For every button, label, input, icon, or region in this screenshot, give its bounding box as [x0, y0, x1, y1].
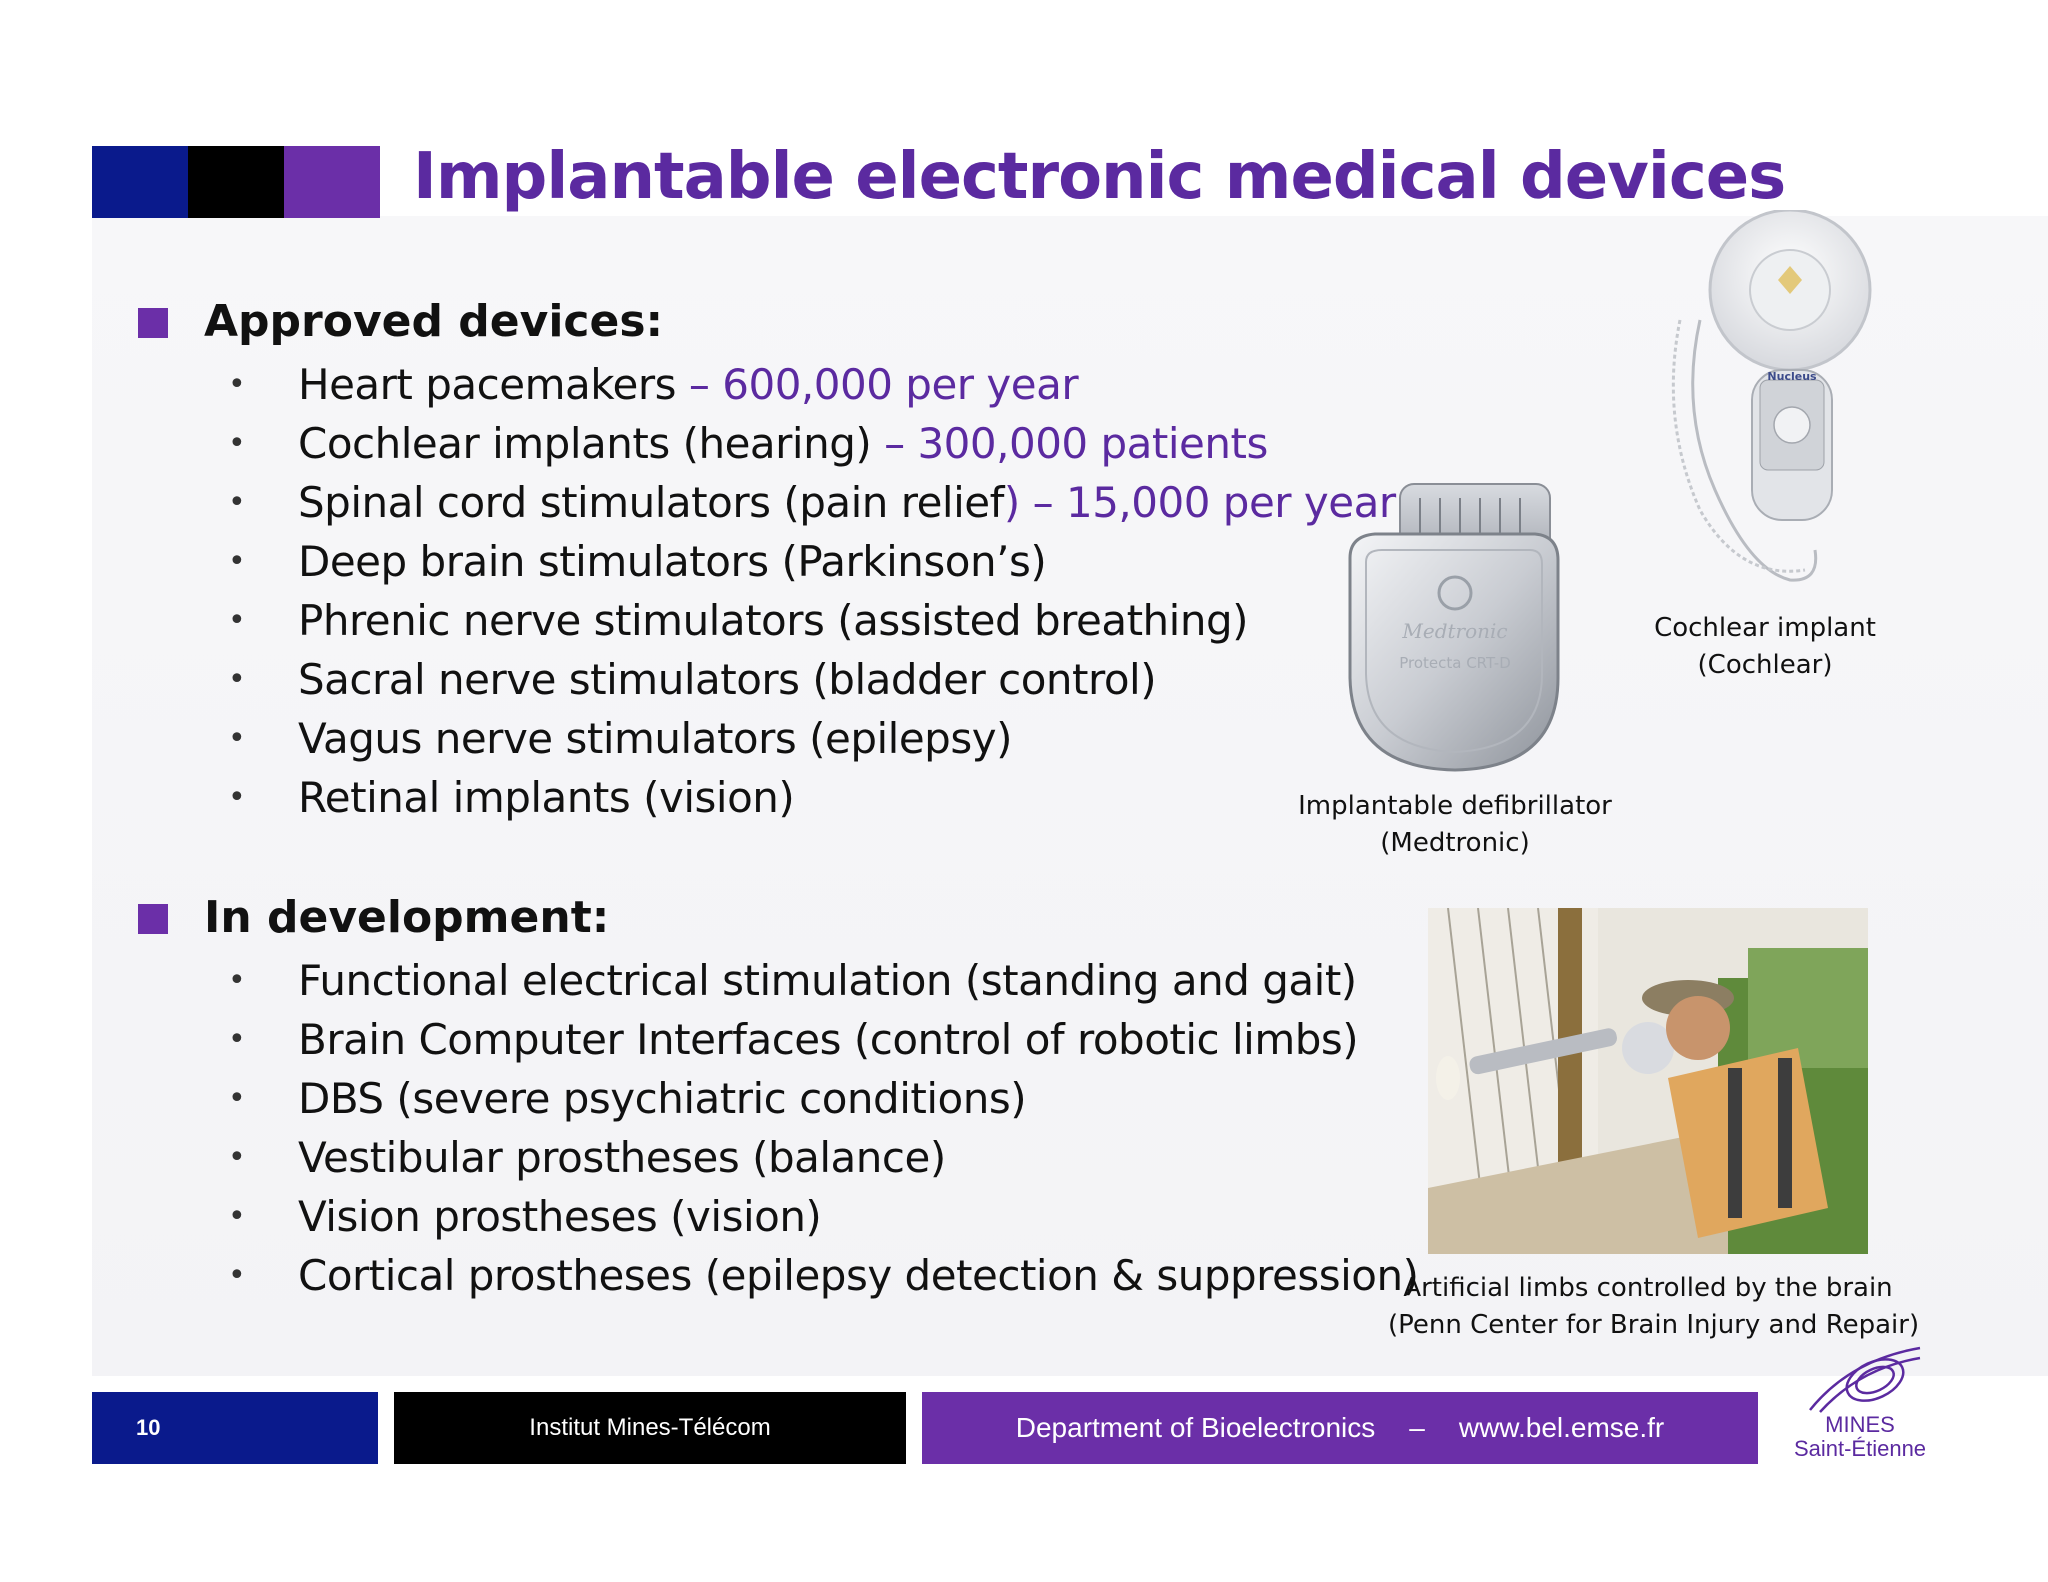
defibrillator-caption: [1270, 788, 1640, 862]
bullet-dot: •: [228, 963, 246, 998]
item-text: Retinal implants (vision): [298, 773, 795, 822]
item-text: Heart pacemakers: [298, 360, 677, 409]
approved-heading: Approved devices:: [204, 296, 664, 347]
artificial-limb-photo: [1428, 908, 1868, 1254]
caption-line: (Cochlear): [1697, 650, 1833, 680]
item-highlight: – 600,000 per year: [676, 360, 1079, 409]
bullet-dot: •: [228, 426, 246, 461]
item-text: Functional electrical stimulation (standing and gait): [298, 956, 1357, 1005]
item-text: Spinal cord stimulators (pain relief: [298, 478, 1004, 527]
bullet-dot: •: [228, 485, 246, 520]
item-text: Cochlear implants (hearing): [298, 419, 872, 468]
item-text: Deep brain stimulators (Parkinson’s): [298, 537, 1047, 586]
item-highlight: – 300,000 patients: [871, 419, 1268, 468]
item-text: Sacral nerve stimulators (bladder control): [298, 655, 1157, 704]
caption-line: (Penn Center for Brain Injury and Repair): [1388, 1310, 1920, 1340]
caption-line: (Medtronic): [1380, 828, 1530, 858]
defibrillator-brand-label: Medtronic: [1402, 619, 1508, 643]
bullet-dot: •: [228, 780, 246, 815]
bullet-dot: •: [228, 1199, 246, 1234]
bullet-dot: •: [228, 1081, 246, 1116]
institute-name: Institut Mines-Télécom: [529, 1414, 771, 1441]
development-heading: In development:: [204, 892, 610, 943]
item-text: Vestibular prostheses (balance): [298, 1133, 946, 1182]
department-website[interactable]: www.bel.emse.fr: [1458, 1412, 1665, 1443]
bullet-dot: •: [228, 544, 246, 579]
page-number: 10: [136, 1415, 161, 1440]
header-block-blue: [92, 146, 188, 218]
bullet-dot: •: [228, 721, 246, 756]
bullet-dot: •: [228, 1140, 246, 1175]
header-block-black: [188, 146, 284, 218]
caption-line: Cochlear implant: [1654, 613, 1876, 643]
logo-line2: Saint-Étienne: [1793, 1436, 1927, 1461]
cochlear-brand-label: Nucleus: [1767, 370, 1817, 383]
section-bullet-square: [138, 904, 168, 934]
item-text: Cortical prostheses (epilepsy detection & suppression): [298, 1251, 1419, 1300]
limb-caption: [1388, 1270, 1920, 1344]
defibrillator-image: [1330, 478, 1580, 778]
footer-department-box: [922, 1392, 1758, 1464]
logo-swirl-icon: [1780, 1340, 1940, 1420]
item-text: Phrenic nerve stimulators (assisted breathing): [298, 596, 1249, 645]
defibrillator-model-label: Protecta CRT-D: [1399, 654, 1511, 672]
item-text: Vision prostheses (vision): [298, 1192, 822, 1241]
bullet-dot: •: [228, 1258, 246, 1293]
mines-saint-etienne-logo: [1780, 1340, 1940, 1470]
logo-line1: MINES: [1825, 1412, 1895, 1437]
department-name: Department of Bioelectronics: [1015, 1412, 1376, 1443]
cochlear-caption: [1620, 610, 1910, 684]
bullet-dot: •: [228, 603, 246, 638]
item-text: Vagus nerve stimulators (epilepsy): [298, 714, 1012, 763]
bullet-dot: •: [228, 662, 246, 697]
item-text: Brain Computer Interfaces (control of robotic limbs): [298, 1015, 1359, 1064]
footer-page-number-box: [92, 1392, 378, 1464]
caption-line: Artificial limbs controlled by the brain: [1403, 1273, 1893, 1303]
item-text: DBS (severe psychiatric conditions): [298, 1074, 1027, 1123]
footer-institute-box: [394, 1392, 906, 1464]
bullet-dot: •: [228, 1022, 246, 1057]
bullet-dot: •: [228, 367, 246, 402]
item-highlight: ) – 15,000 per year: [1003, 478, 1396, 527]
caption-line: Implantable defibrillator: [1298, 791, 1612, 821]
footer-separator: –: [1409, 1412, 1425, 1443]
header-block-purple: [284, 146, 380, 218]
section-bullet-square: [138, 308, 168, 338]
cochlear-implant-image: [1640, 210, 1890, 590]
slide-title: Implantable electronic medical devices: [413, 140, 1786, 214]
